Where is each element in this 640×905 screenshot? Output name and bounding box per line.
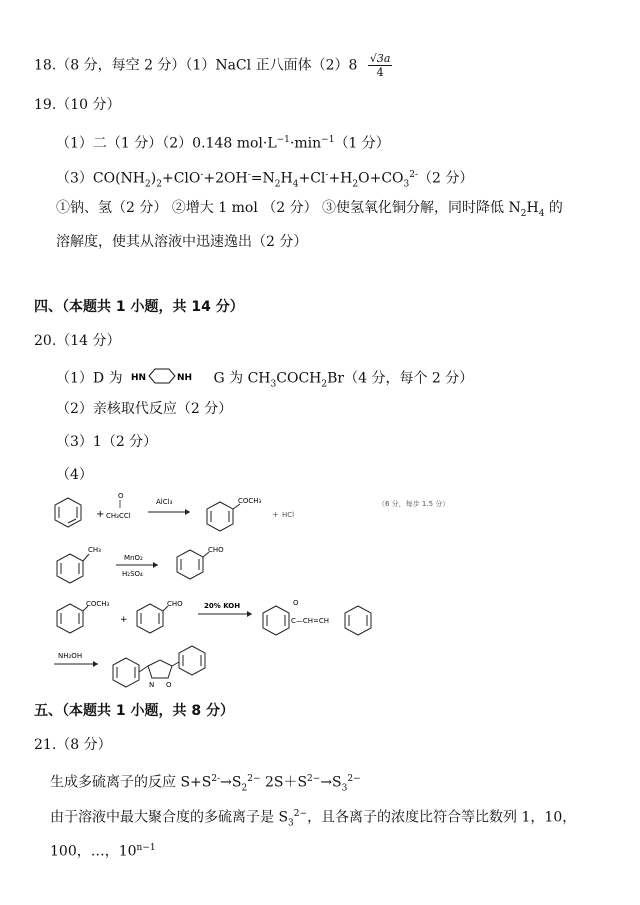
q19-line1-a: （1）二（1 分）（2）0.148 mol·L <box>56 135 277 152</box>
scheme4-arrowhead <box>93 661 98 667</box>
q21-line1-sub1: 2 <box>241 783 248 794</box>
q19-eq-f: H <box>280 170 293 187</box>
q19-line1-sup2: −1 <box>321 135 335 145</box>
q19-eq-sup3: - <box>325 170 329 180</box>
benzene-chalcone-right <box>345 606 371 635</box>
q19-eq-d: +2OH <box>203 170 248 187</box>
piperazine-ring <box>149 369 175 383</box>
q19-eq-g: +Cl <box>298 170 326 187</box>
q20-line1-d: Br（4 分，每个 2 分） <box>327 370 474 387</box>
scheme-row-4 <box>48 640 248 694</box>
q19-header: 19.（10 分） <box>34 97 121 113</box>
benzene-isoxazoline-right <box>172 646 205 675</box>
scheme3-product-o: O <box>293 599 299 607</box>
q19-line3-c: 的 <box>544 200 563 216</box>
section4-title: 四、（本题共 1 小题，共 14 分） <box>34 299 244 315</box>
q20-line3: （3）1（2 分） <box>56 434 158 450</box>
scheme1-byproduct: HCl <box>282 511 295 519</box>
q19-eq-sup1: - <box>200 170 204 180</box>
benzene-acetophenone-2 <box>57 604 88 633</box>
scheme3-reactant1-label: COCH₃ <box>86 600 110 608</box>
q20-line1 <box>56 366 473 393</box>
q19-eq-sup4: 2- <box>409 170 419 180</box>
scheme2-reagent-bottom: H₂SO₄ <box>122 570 143 578</box>
q19-eq-i: O+CO <box>358 170 404 187</box>
piperazine-hn: HN <box>131 373 147 383</box>
scheme4-reagent: NH₂OH <box>58 652 83 660</box>
isoxazoline-ring <box>139 660 172 678</box>
benzene-acetophenone <box>207 502 240 531</box>
q19-line3-sub1: 2 <box>520 208 527 219</box>
q19-eq-e: =N <box>250 170 275 187</box>
q19-line3 <box>56 199 563 223</box>
scheme2-reagent-top: MnO₂ <box>124 554 143 562</box>
q21-header: 21.（8 分） <box>34 737 112 753</box>
piperazine-nh: NH <box>177 373 193 383</box>
benzene-benzaldehyde-2 <box>137 604 168 633</box>
scheme1-catalyst: AlCl₃ <box>156 498 173 506</box>
q20-line2: （2）亲核取代反应（2 分） <box>56 401 233 417</box>
q21-line1-sup1: 2- <box>211 774 221 784</box>
q18-fraction <box>368 52 393 79</box>
q20-line1-sub1: 3 <box>270 379 277 390</box>
benzene-isoxazoline-left <box>113 658 139 687</box>
scheme3-condition: 20% KOH <box>204 602 241 610</box>
section5-title: 五、（本题共 1 小题，共 8 分） <box>34 703 234 719</box>
q21-line3 <box>50 839 156 861</box>
q19-line3-a: ①钠、氢（2 分） ②增大 1 mol （2 分） ③使氢氧化铜分解，同时降低 N <box>56 200 521 216</box>
q21-line2-a: 由于溶液中最大聚合度的多硫离子是 S <box>50 809 289 826</box>
scheme-row-3 <box>48 594 388 644</box>
q19-eq-a: （3）CO(NH <box>56 170 146 187</box>
scheme3-reactant2-label: CHO <box>167 600 183 608</box>
benzene-toluene <box>57 554 89 583</box>
q21-line2-sub1: 3 <box>288 818 294 829</box>
scheme2-arrowhead <box>153 562 158 568</box>
scheme4-ring-n: N <box>149 681 155 689</box>
q21-line1-b: →S <box>220 774 242 791</box>
q19-eq-sub4: 4 <box>292 179 299 190</box>
scheme1-carbonyl-o: O <box>118 492 124 500</box>
q19-eq-sub6: 3 <box>403 179 410 190</box>
q19-eq-sub1: 2 <box>145 179 151 190</box>
q20-line1-sub2: 2 <box>321 379 328 390</box>
scheme-row-2 <box>48 540 288 594</box>
q19-line1-sup1: −1 <box>276 135 290 145</box>
q19-eq-sub3: 2 <box>274 179 281 190</box>
q19-line2 <box>56 166 473 193</box>
scheme1-plus-2: + <box>272 510 279 519</box>
q18-text: 18.（8 分，每空 2 分）（1）NaCl 正八面体（2）8 <box>34 57 358 74</box>
q19-eq-c: +ClO <box>161 170 201 187</box>
q19-eq-h: +H <box>328 170 353 187</box>
scheme4-ring-o: O <box>166 681 172 689</box>
q19-line3-sub2: 4 <box>538 208 545 219</box>
scheme1-plus: + <box>96 509 105 520</box>
scheme2-substituent: CH₃ <box>88 546 101 554</box>
q21-line1-sup3: 2− <box>307 774 321 784</box>
q21-line1-sup2: 2− <box>247 774 261 784</box>
q19-line3-b: H <box>526 200 539 216</box>
q19-line1 <box>56 131 390 153</box>
scheme1-product-label: COCH₃ <box>238 497 262 505</box>
q20-line1-c: COCH <box>276 370 322 387</box>
q21-line2-b: ，且各离子的浓度比符合等比数列 1，10， <box>307 809 577 826</box>
q21-line3-sup1: n−1 <box>136 843 156 853</box>
q18-line <box>34 52 392 79</box>
q19-line1-mid: ·min <box>289 135 322 152</box>
benzene-1 <box>55 498 81 527</box>
q21-line1-d: →S <box>320 774 342 791</box>
benzene-chalcone-left <box>263 606 289 635</box>
q18-frac-denominator: 4 <box>376 66 384 79</box>
q18-frac-numerator: √3a <box>369 52 391 65</box>
scheme1-note: （6 分，每步 1.5 分） <box>378 500 450 508</box>
q19-line4: 溶解度，使其从溶液中迅速逸出（2 分） <box>56 234 308 250</box>
q21-line1-sub2: 3 <box>341 783 348 794</box>
q21-line1-c: 2S＋S <box>260 774 308 791</box>
q19-eq-sub2: 2 <box>156 179 162 190</box>
q21-line1-sup4: 2− <box>347 774 361 784</box>
q19-eq-sub5: 2 <box>352 179 359 190</box>
q21-line2-sup1: 2− <box>293 809 308 819</box>
q21-line3-a: 100，…，10 <box>50 843 137 860</box>
scheme-row-1 <box>48 490 508 544</box>
q20-header: 20.（14 分） <box>34 333 121 349</box>
scheme3-arrowhead <box>247 611 252 617</box>
q20-line1-a: （1）D 为 <box>56 370 123 387</box>
scheme2-product-label: CHO <box>208 546 224 554</box>
q21-line1-a: 生成多硫离子的反应 S+S <box>50 774 212 791</box>
q19-line1-end: （1 分） <box>334 135 390 152</box>
q20-line1-b: G 为 CH <box>213 370 271 387</box>
q19-eq-sup2: - <box>247 170 251 180</box>
piperazine-structure <box>131 366 195 391</box>
scheme1-reagent: CH₃CCl <box>106 512 131 520</box>
scheme3-product-label: C—CH=CH <box>291 617 330 625</box>
q21-line1 <box>50 770 361 797</box>
scheme1-arrowhead <box>185 509 190 515</box>
benzene-benzaldehyde <box>177 550 209 579</box>
scheme3-plus: + <box>120 615 128 625</box>
q19-eq-j: （2 分） <box>418 170 474 187</box>
q21-line2 <box>50 805 576 832</box>
q19-eq-b: ) <box>150 170 157 187</box>
q20-line4: （4） <box>56 467 93 483</box>
